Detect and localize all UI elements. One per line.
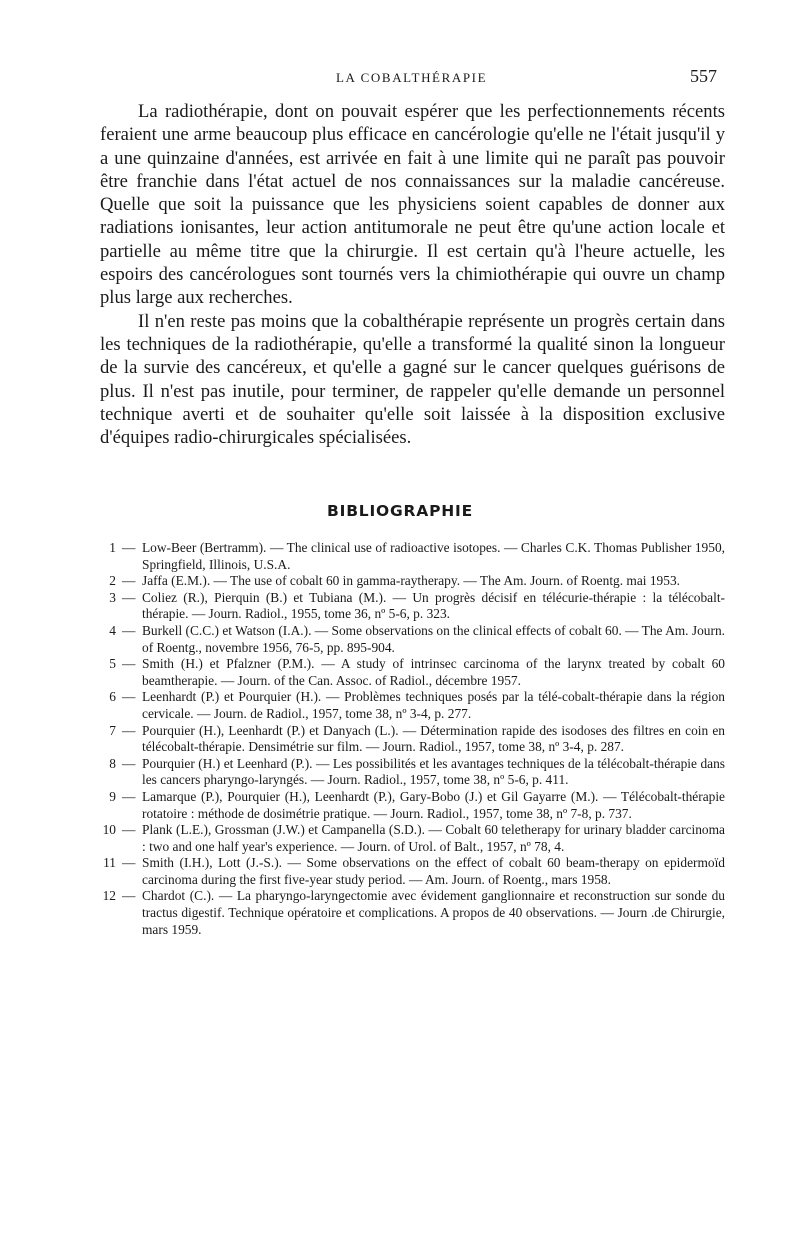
reference-number: 1 xyxy=(109,540,116,555)
reference-text: Smith (I.H.), Lott (J.-S.). — Some observations on the effect of cobalt 60 beam-therapy on epidermoïd carcinoma during the first five-year study period. — Am. Journ. of Roentg., mars 1958. xyxy=(142,855,725,887)
reference-text: Lamarque (P.), Pourquier (H.), Leenhardt (P.), Gary-Bobo (J.) et Gil Gayarre (M.). — Télécobalt-thérapie rotatoire : méthode de dosimétrie pratique. — Journ. Radiol., 1957, tome 38, nº 7-8, p. 737. xyxy=(142,788,725,821)
reference-number: 7 xyxy=(109,722,116,738)
reference-dash: — xyxy=(122,589,136,605)
reference-item xyxy=(100,888,725,938)
reference-text: Pourquier (H.) et Leenhard (P.). — Les possibilités et les avantages techniques de la télécobalt-thérapie dans les cancers pharyngo-laryngés. — Journ. Radiol., 1957, tome 38, nº 5-6, p. 411. xyxy=(142,755,725,788)
reference-text: Chardot (C.). — La pharyngo-laryngectomie avec évidement ganglionnaire et reconstruction sur sonde du tractus digestif. Technique opératoire et complications. A propos de 40 observations. — Journ .de Chirurgie, mars 1959. xyxy=(142,888,725,937)
reference-number: 8 xyxy=(109,755,116,771)
running-title: LA COBALTHÉRAPIE xyxy=(336,70,488,85)
reference-text: Jaffa (E.M.). — The use of cobalt 60 in gamma-raytherapy. — The Am. Journ. of Roentg. mai 1953. xyxy=(142,573,680,589)
reference-number: 12 xyxy=(102,888,116,904)
reference-dash: — xyxy=(122,689,136,705)
reference-number: 6 xyxy=(109,689,116,705)
running-header xyxy=(0,66,800,90)
reference-dash: — xyxy=(122,888,136,904)
reference-number: 4 xyxy=(109,622,116,638)
reference-dash: — xyxy=(122,722,136,738)
reference-item xyxy=(100,723,725,756)
reference-text: Coliez (R.), Pierquin (B.) et Tubiana (M.). — Un progrès décisif en télécurie-thérapie : la télécobalt-thérapie. — Journ. Radiol., 1955, tome 36, nº 5-6, p. 323. xyxy=(142,589,725,622)
reference-dash: — xyxy=(122,540,136,555)
body-text xyxy=(100,100,725,449)
reference-number: 10 xyxy=(102,822,116,838)
reference-item xyxy=(100,540,725,573)
reference-number: 11 xyxy=(103,855,116,871)
reference-item xyxy=(100,573,725,590)
reference-dash: — xyxy=(122,788,136,804)
reference-number: 2 xyxy=(109,573,116,589)
reference-dash: — xyxy=(122,622,136,638)
reference-item xyxy=(100,623,725,656)
reference-text: Smith (H.) et Pfalzner (P.M.). — A study of intrinsec carcinoma of the larynx treated by cobalt 60 beamtherapie. — Journ. of the Can. Assoc. of Radiol., décembre 1957. xyxy=(142,656,725,688)
reference-text: Leenhardt (P.) et Pourquier (H.). — Problèmes techniques posés par la télé-cobalt-thérapie dans la région cervicale. — Journ. de Radiol., 1957, tome 38, nº 3-4, p. 277. xyxy=(142,689,725,721)
reference-dash: — xyxy=(122,573,136,589)
reference-item xyxy=(100,789,725,822)
reference-item xyxy=(100,656,725,689)
reference-number: 9 xyxy=(109,788,116,804)
reference-item xyxy=(100,822,725,855)
reference-dash: — xyxy=(122,656,136,672)
paragraph: La radiothérapie, dont on pouvait espérer que les perfectionnements récents feraient une arme beaucoup plus efficace en cancérologie qu'elle ne l'était jusqu'il y a une quinzaine d'années, est arrivée en fait à une limite qui ne paraît pas pouvoir être franchie dans l'état actuel de nos connaissances sur la maladie cancéreuse. Quelle que soit la puissance que les physiciens soient capables de donner aux radiations ionisantes, leur action antitumorale ne peut être qu'une action locale et partielle au même titre que la chirurgie. Il est certain qu'à l'heure actuelle, les espoirs des cancérologues sont tournés vers la chimiothérapie qui ouvre un champ plus large aux recherches. xyxy=(100,101,725,309)
reference-item xyxy=(100,855,725,888)
reference-item xyxy=(100,756,725,789)
reference-item xyxy=(100,689,725,722)
reference-item xyxy=(100,590,725,623)
paragraph: Il n'en reste pas moins que la cobalthérapie représente un progrès certain dans les techniques de la radiothérapie, qu'elle a transformé la qualité sinon la longueur de la survie des cancéreux, et qu'elle a gagné sur le cancer quelques guérisons de plus. Il n'est pas inutile, pour terminer, de rappeler qu'elle demande un personnel technique averti et de souhaiter qu'elle soit laissée à la disposition exclusive d'équipes radio-chirurgicales spécialisées. xyxy=(100,310,725,449)
bibliography-heading: BIBLIOGRAPHIE xyxy=(327,502,473,520)
page-number: 557 xyxy=(690,66,717,86)
reference-number: 5 xyxy=(109,656,116,672)
reference-dash: — xyxy=(122,855,136,871)
bibliography-list xyxy=(100,540,725,938)
reference-dash: — xyxy=(122,755,136,771)
reference-number: 3 xyxy=(109,589,116,605)
reference-text: Plank (L.E.), Grossman (J.W.) et Campanella (S.D.). — Cobalt 60 teletherapy for urinary bladder carcinoma : two and one half year's experience. — Journ. of Urol. of Balt., 1957, nº 78, 4. xyxy=(142,822,725,854)
reference-text: Low-Beer (Bertramm). — The clinical use of radioactive isotopes. — Charles C.K. Thomas Publisher 1950, Springfield, Illinois, U.S.A. xyxy=(142,540,725,572)
reference-dash: — xyxy=(122,822,136,838)
reference-text: Burkell (C.C.) et Watson (I.A.). — Some observations on the clinical effects of cobalt 60. — The Am. Journ. of Roentg., novembre 1956, 76-5, pp. 895-904. xyxy=(142,622,725,655)
reference-text: Pourquier (H.), Leenhardt (P.) et Danyach (L.). — Détermination rapide des isodoses des filtres en coin en télécobalt-thérapie. Densimétrie sur film. — Journ. Radiol., 1957, tome 38, nº 3-4, p. 287. xyxy=(142,722,725,755)
